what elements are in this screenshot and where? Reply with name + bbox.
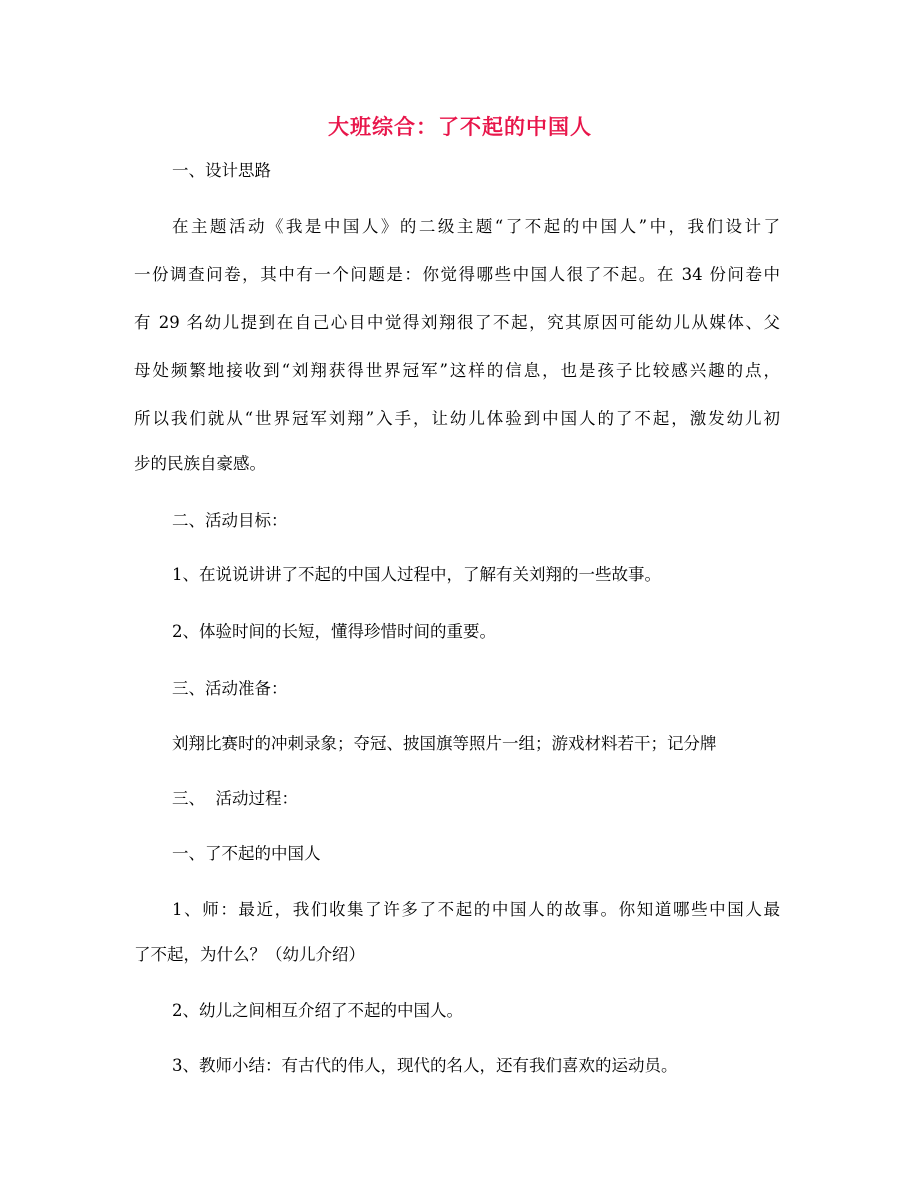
document-title: 大班综合：了不起的中国人 [328,115,592,139]
goal-item: 2、体验时间的长短，懂得珍惜时间的重要。 [172,622,496,641]
paragraph-line: 步的民族自豪感。 [134,454,266,473]
paragraph-line: 母处频繁地接收到“刘翔获得世界冠军”这样的信息，也是孩子比较感兴趣的点， [134,361,780,380]
preparation-text: 刘翔比赛时的冲刺录象；夺冠、披国旗等照片一组；游戏材料若干；记分牌 [172,734,717,753]
step-item: 1、师：最近，我们收集了许多了不起的中国人的故事。你知道哪些中国人最 [172,900,780,919]
step-item: 3、教师小结：有古代的伟人，现代的名人，还有我们喜欢的运动员。 [172,1056,678,1075]
paragraph-line: 所以我们就从“世界冠军刘翔”入手，让幼儿体验到中国人的了不起，激发幼儿初 [134,409,780,428]
paragraph-line: 一份调查问卷，其中有一个问题是：你觉得哪些中国人很了不起。在 34 份问卷中 [134,265,780,284]
paragraph-line: 在主题活动《我是中国人》的二级主题“了不起的中国人”中，我们设计了 [172,217,780,236]
section-heading-process: 三、 活动过程： [172,789,298,808]
subsection-heading: 一、了不起的中国人 [172,844,321,863]
section-heading-goals: 二、活动目标： [172,511,288,530]
paragraph-line: 有 29 名幼儿提到在自己心目中觉得刘翔很了不起，究其原因可能幼儿从媒体、父 [134,313,780,332]
step-item: 2、幼儿之间相互介绍了不起的中国人。 [172,1001,463,1020]
goal-item: 1、在说说讲讲了不起的中国人过程中，了解有关刘翔的一些故事。 [172,565,661,584]
section-heading-preparation: 三、活动准备： [172,679,288,698]
step-item-continued: 了不起，为什么？（幼儿介绍） [134,945,365,964]
section-heading-design-idea: 一、设计思路 [172,161,271,180]
